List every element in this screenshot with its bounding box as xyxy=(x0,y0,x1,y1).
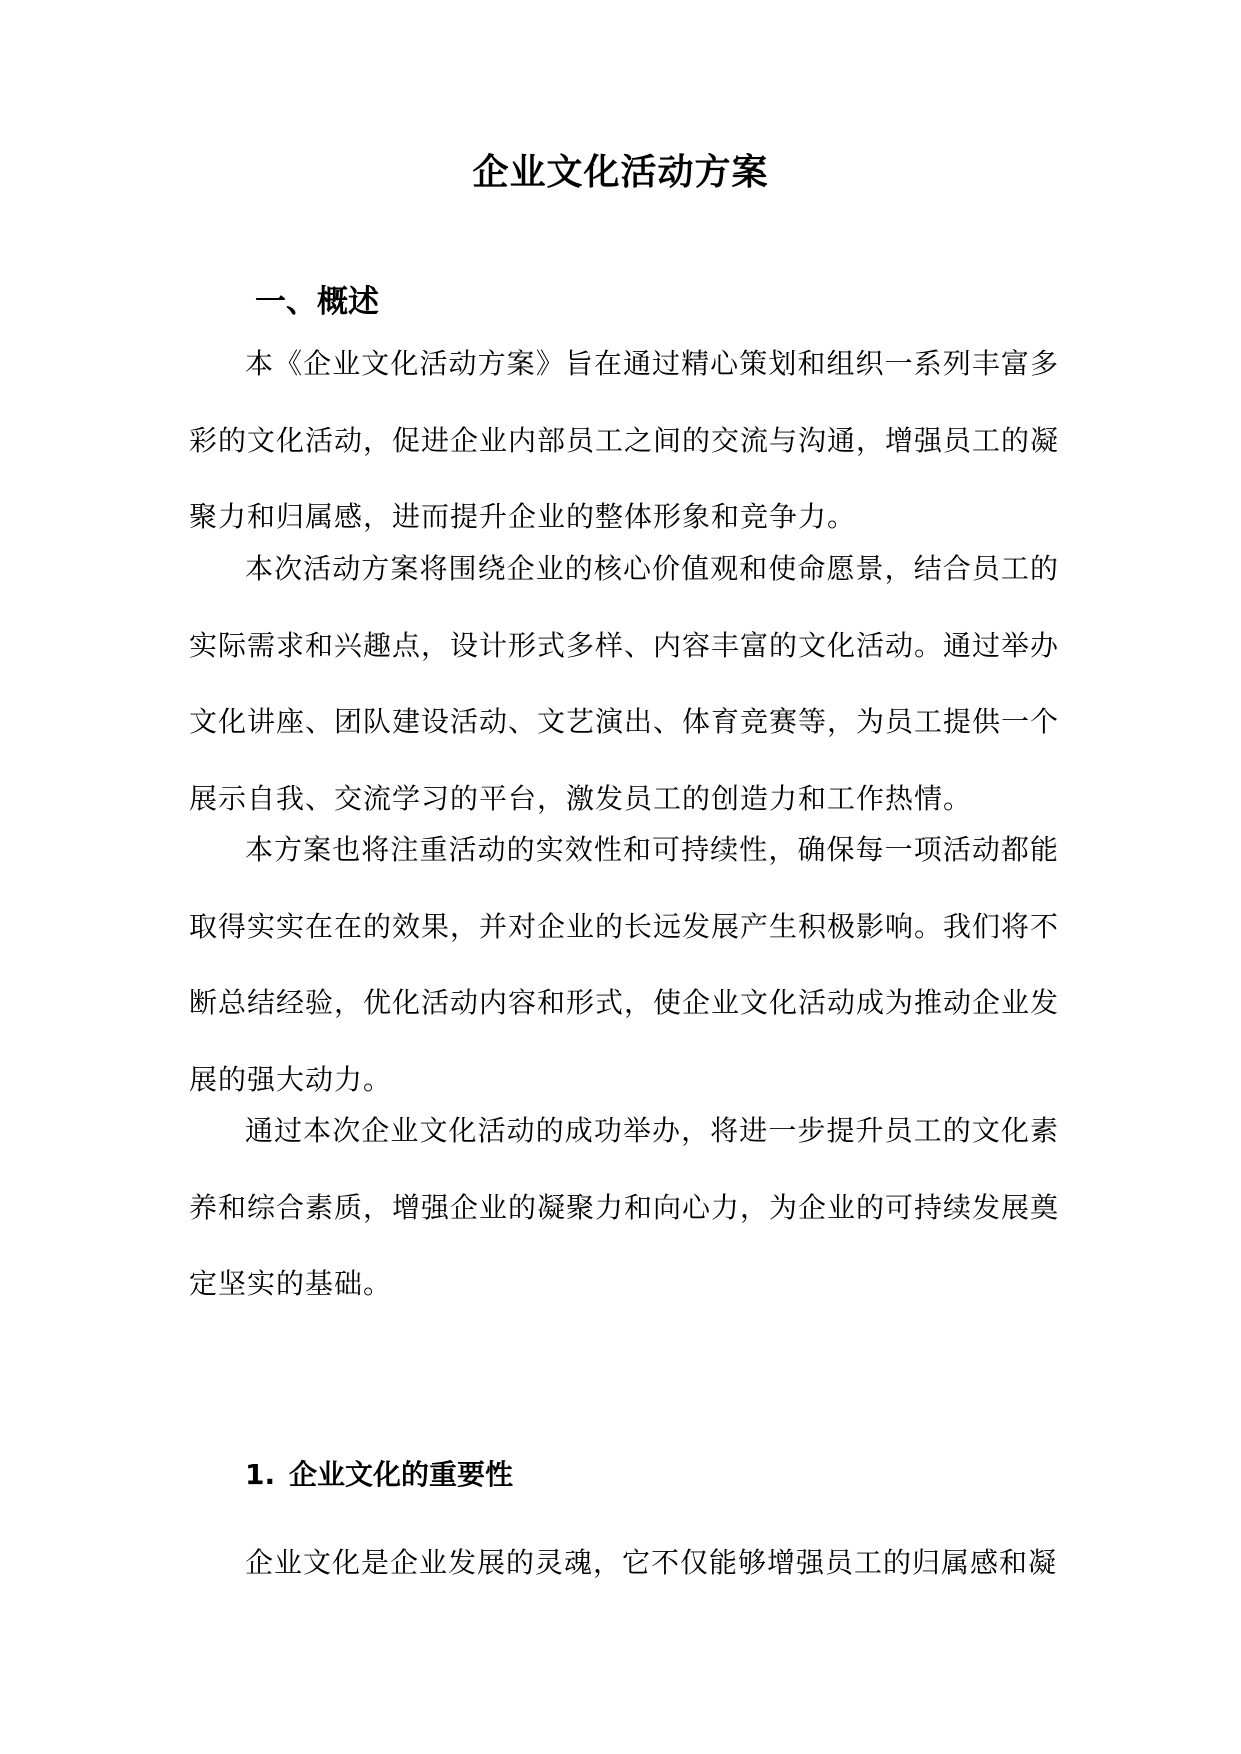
paragraph-2: 本次活动方案将围绕企业的核心价值观和使命愿景，结合员工的实际需求和兴趣点，设计形式多样、内容丰富的文化活动。通过举办文化讲座、团队建设活动、文艺演出、体育竞赛等，为员工提供一个展示自我、交流学习的平台，激发员工的创造力和工作热情。 xyxy=(189,552,1060,815)
subsection-title: 企业文化的重要性 xyxy=(289,1458,514,1491)
subsection-paragraph: 企业文化是企业发展的灵魂，它不仅能够增强员工的归属感和凝 xyxy=(245,1546,1058,1579)
paragraph-4: 通过本次企业文化活动的成功举办，将进一步提升员工的文化素养和综合素质，增强企业的凝聚力和向心力，为企业的可持续发展奠定坚实的基础。 xyxy=(189,1114,1060,1300)
section-heading-overview: 一、概述 xyxy=(255,284,379,320)
paragraph-3: 本方案也将注重活动的实效性和可持续性，确保每一项活动都能取得实实在在的效果，并对企业的长远发展产生积极影响。我们将不断总结经验，优化活动内容和形式，使企业文化活动成为推动企业发展的强大动力。 xyxy=(189,833,1060,1096)
document-title: 企业文化活动方案 xyxy=(472,151,769,193)
subsection-heading xyxy=(245,1455,513,1495)
paragraph-1: 本《企业文化活动方案》旨在通过精心策划和组织一系列丰富多彩的文化活动，促进企业内部员工之间的交流与沟通，增强员工的凝聚力和归属感，进而提升企业的整体形象和竞争力。 xyxy=(189,347,1060,533)
subsection-number: 1. xyxy=(245,1458,276,1491)
